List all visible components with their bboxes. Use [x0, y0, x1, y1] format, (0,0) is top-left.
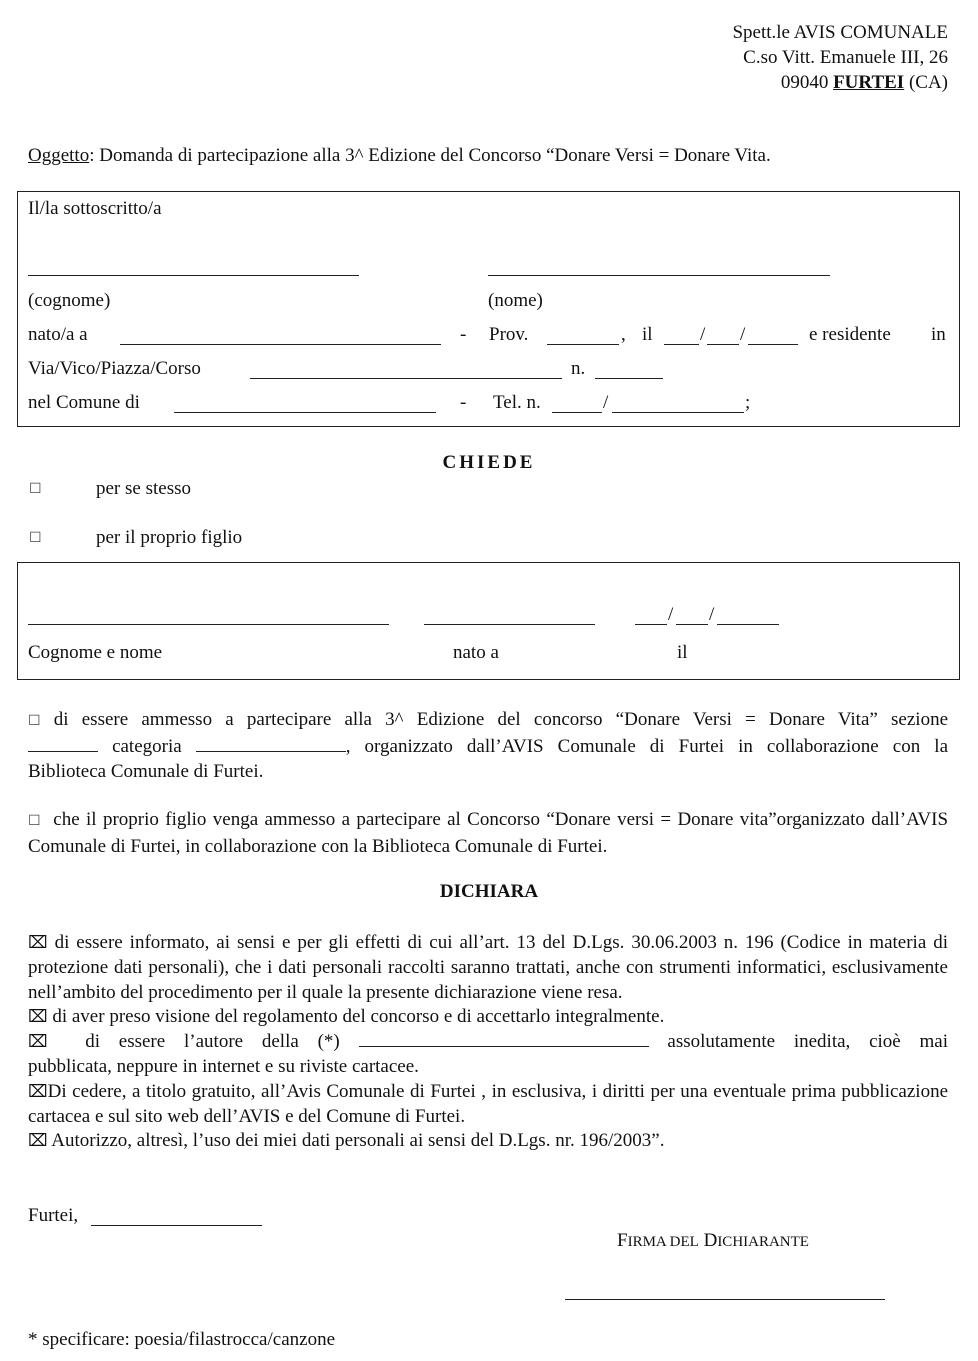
declaration-consent-text: Autorizzo, altresì, l’uso dei miei dati personali ai sensi del D.Lgs. nr. 196/2003”. — [51, 1130, 665, 1152]
declaration-rights-text: Di cedere, a titolo gratuito, all’Avis Comunale di Furtei , in esclusiva, i diritti per una eventuale prima pubblicazione cartacea e sul sito web dell’AVIS e del Comune di Furtei. — [28, 1080, 948, 1127]
recipient-line2: C.so Vitt. Emanuele III, 26 — [743, 47, 948, 68]
surname-caption: (cognome) — [28, 290, 111, 311]
name-field[interactable] — [488, 259, 830, 276]
checked-box-icon: ⌧ — [28, 1032, 48, 1053]
tel-label: Tel. n. — [493, 392, 541, 413]
recipient-address — [732, 20, 948, 95]
birthplace-dash: - — [460, 324, 467, 345]
work-title-field[interactable] — [359, 1030, 649, 1047]
request-child-text: che il proprio figlio venga ammesso a partecipare al Concorso “Donare versi = Donare vita”organizzato dall’AVIS Comunale di Furtei, in collaborazione con la Biblioteca Comunale di Furtei. — [28, 809, 949, 857]
request-self-line3: Biblioteca Comunale di Furtei. — [28, 761, 264, 782]
street-label: Via/Vico/Piazza/Corso — [28, 358, 201, 379]
date-label: il — [642, 324, 653, 345]
child-name-field[interactable] — [28, 608, 389, 625]
request-self-line2 — [28, 734, 948, 759]
place-label: Furtei, — [28, 1205, 79, 1226]
resident-label: e residente — [809, 324, 891, 345]
subject-line — [28, 145, 771, 167]
date-slash: / — [740, 324, 746, 345]
declaration-author — [28, 1030, 948, 1055]
request-self-text: di essere ammesso a partecipare alla 3^ Edizione del concorso “Donare Versi = Donare Vita” sezione — [53, 709, 948, 730]
child-date-caption: il — [677, 642, 688, 663]
birth-year-field[interactable] — [748, 328, 798, 345]
number-label: n. — [571, 358, 586, 379]
declaration-rights — [28, 1080, 948, 1130]
child-date-slash: / — [709, 604, 715, 625]
born-label: nato/a a — [28, 324, 88, 345]
declaration-author-text: di essere l’autore della (*) — [85, 1031, 340, 1053]
street-field[interactable] — [250, 362, 562, 379]
request-self-organizer: , organizzato dall’AVIS Comunale di Furtei in collaborazione con la — [345, 736, 949, 757]
categoria-label: categoria — [112, 736, 182, 757]
comune-dash: - — [460, 392, 467, 413]
birth-month-field[interactable] — [707, 328, 739, 345]
recipient-city-line — [732, 70, 948, 95]
declaration-author-line2: pubblicata, neppure in internet e su riviste cartacee. — [28, 1055, 419, 1077]
date-field[interactable] — [91, 1209, 262, 1226]
child-day-field[interactable] — [635, 608, 667, 625]
number-field[interactable] — [595, 362, 663, 379]
tel-number-field[interactable] — [612, 396, 744, 413]
recipient-province: (CA) — [908, 72, 948, 93]
birthplace-field[interactable] — [120, 328, 441, 345]
signature-field[interactable] — [565, 1283, 885, 1300]
option-child-label: per il proprio figlio — [96, 527, 243, 548]
child-year-field[interactable] — [717, 608, 779, 625]
request-self — [28, 707, 948, 784]
request-child — [28, 807, 948, 859]
surname-field[interactable] — [28, 259, 359, 276]
request-child-checkbox[interactable]: ☐ — [28, 813, 41, 829]
declaration-author-unpublished: assolutamente inedita, cioè mai — [667, 1031, 949, 1053]
applicant-intro: Il/la sottoscritto/a — [28, 198, 162, 219]
subject-label: Oggetto — [28, 145, 90, 166]
checkbox-self[interactable]: ☐ — [29, 481, 42, 497]
dichiara-heading: DICHIARA — [439, 881, 539, 902]
comune-label: nel Comune di — [28, 392, 140, 413]
chiede-heading: CHIEDE — [442, 452, 536, 473]
request-self-checkbox[interactable]: ☐ — [28, 713, 41, 729]
checkbox-child[interactable]: ☐ — [29, 530, 42, 546]
child-birthplace-field[interactable] — [424, 608, 595, 625]
declaration-consent — [28, 1129, 948, 1154]
section-field[interactable] — [28, 735, 98, 752]
checked-box-icon: ⌧ — [28, 1081, 48, 1102]
prov-field[interactable] — [547, 328, 619, 345]
checked-box-icon: ⌧ — [28, 933, 48, 953]
prov-label: Prov. — [489, 324, 529, 345]
checked-box-icon: ⌧ — [28, 1131, 48, 1152]
birth-day-field[interactable] — [664, 328, 699, 345]
category-field[interactable] — [196, 735, 346, 752]
declaration-rules — [28, 1005, 948, 1030]
prov-comma: , — [621, 324, 626, 345]
tel-prefix-field[interactable] — [552, 396, 602, 413]
signature-heading: FIRMA DEL DICHIARANTE — [617, 1230, 809, 1251]
declarations-list — [28, 931, 948, 1154]
declaration-privacy — [28, 931, 948, 1005]
tel-semicolon: ; — [745, 392, 751, 413]
child-month-field[interactable] — [676, 608, 708, 625]
date-slash: / — [700, 324, 706, 345]
comune-field[interactable] — [174, 396, 436, 413]
child-born-caption: nato a — [453, 642, 499, 663]
recipient-line1: Spett.le AVIS COMUNALE — [732, 22, 948, 43]
checked-box-icon: ⌧ — [28, 1007, 48, 1028]
name-caption: (nome) — [488, 290, 543, 311]
option-self-label: per se stesso — [96, 478, 191, 499]
footnote: * specificare: poesia/filastrocca/canzone — [28, 1329, 335, 1350]
resident-in-label: in — [931, 324, 946, 345]
recipient-cap: 09040 — [780, 72, 829, 93]
tel-slash: / — [603, 392, 609, 413]
child-name-caption: Cognome e nome — [28, 642, 163, 663]
declaration-rules-text: di aver preso visione del regolamento del concorso e di accettarlo integralmente. — [52, 1006, 665, 1028]
recipient-city: FURTEI — [833, 72, 905, 93]
declaration-privacy-text: di essere informato, ai sensi e per gli effetti di cui all’art. 13 del D.Lgs. 30.06.2003 n. 196 (Codice in materia di protezione dati personali), che i dati personali raccolti saranno trattati, anche con strumenti informatici, esclusivamente nell’ambito del procedimento per il quale la presente dichiarazione viene resa. — [28, 932, 949, 1003]
subject-text: : Domanda di partecipazione alla 3^ Edizione del Concorso “Donare Versi = Donare Vita. — [89, 145, 771, 166]
request-self-line1 — [28, 707, 948, 734]
child-date-slash: / — [668, 604, 674, 625]
